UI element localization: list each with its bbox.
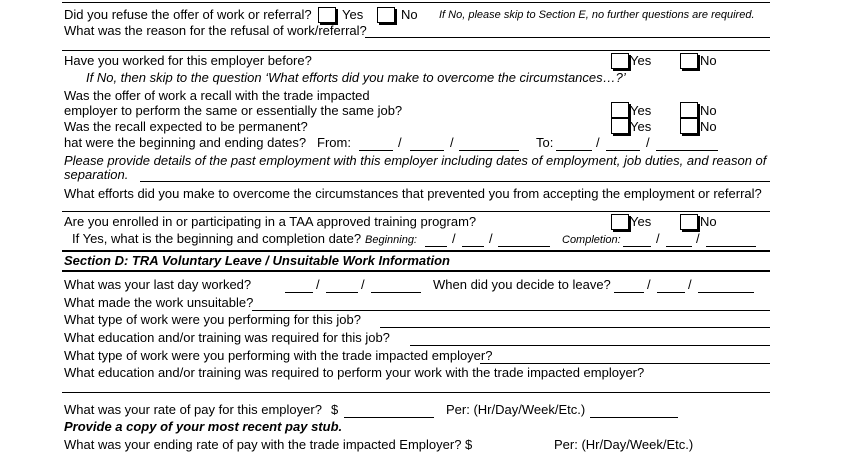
taa-no-label: No [700, 214, 717, 229]
worked-before-yes-checkbox[interactable] [611, 53, 629, 69]
taa-dates-question: If Yes, what is the beginning and completion date? [72, 231, 362, 246]
unsuitable-question: What made the work unsuitable? [64, 295, 254, 310]
slash: / [646, 135, 650, 150]
rate-dollar-sign: $ [331, 402, 339, 417]
taa-yes-label: Yes [630, 214, 652, 229]
reason-answer-line[interactable] [365, 37, 770, 38]
education-answer-line[interactable] [410, 345, 770, 346]
recall-question-line1: Was the offer of work a recall with the trade impacted [64, 88, 370, 103]
recall-no-label: No [700, 103, 717, 118]
to-day-field[interactable] [606, 150, 640, 151]
to-month-field[interactable] [556, 150, 592, 151]
worked-before-skip-note: If No, then skip to the question ‘What efforts did you make to overcome the circumstances…?’ [86, 70, 626, 85]
taa-end-year-field[interactable] [706, 246, 756, 247]
dates-from-label: From: [317, 135, 351, 150]
recall-yes-label: Yes [630, 103, 652, 118]
from-day-field[interactable] [410, 150, 444, 151]
refuse-skip-note: If No, please skip to Section E, no further questions are required. [439, 9, 755, 21]
work-type-answer-line[interactable] [380, 327, 770, 328]
from-month-field[interactable] [359, 150, 393, 151]
pay-stub-instruction: Provide a copy of your most recent pay stub. [64, 419, 343, 434]
rate-question: What was your rate of pay for this employer? [64, 402, 322, 417]
efforts-question: What efforts did you make to overcome the circumstances that prevented you from accepting the employment or referral? [64, 186, 762, 201]
taa-begin-day-field[interactable] [462, 246, 484, 247]
recall-no-checkbox[interactable] [680, 102, 698, 118]
taa-begin-year-field[interactable] [498, 246, 550, 247]
slash: / [656, 231, 660, 246]
slash: / [316, 277, 320, 292]
dates-question: hat were the beginning and ending dates? [64, 135, 307, 150]
rate-per-field[interactable] [590, 417, 678, 418]
last-day-month-field[interactable] [285, 292, 313, 293]
reason-answer-line-2[interactable] [62, 50, 770, 51]
refuse-no-checkbox[interactable] [377, 7, 395, 23]
taa-no-checkbox[interactable] [680, 214, 698, 230]
ending-rate-per-label: Per: (Hr/Day/Week/Etc.) [554, 437, 694, 452]
leave-month-field[interactable] [614, 292, 644, 293]
last-day-day-field[interactable] [326, 292, 358, 293]
taa-question: Are you enrolled in or participating in a TAA approved training program? [64, 214, 477, 229]
slash: / [452, 231, 456, 246]
unsuitable-answer-line[interactable] [252, 310, 770, 311]
worked-before-yes-label: Yes [630, 53, 652, 68]
permanent-question: Was the recall expected to be permanent? [64, 119, 308, 134]
rate-per-label: Per: (Hr/Day/Week/Etc.) [446, 402, 586, 417]
refuse-yes-checkbox[interactable] [318, 7, 336, 23]
reason-question: What was the reason for the refusal of work/referral? [64, 23, 367, 38]
details-instruction-line2: separation. [64, 167, 129, 182]
work-type-question: What type of work were you performing for this job? [64, 312, 361, 327]
ending-rate-question: What was your ending rate of pay with the trade impacted Employer? $ [64, 437, 473, 452]
education-trade-answer-line[interactable] [62, 392, 770, 393]
taa-end-month-field[interactable] [623, 246, 651, 247]
worked-before-question: Have you worked for this employer before? [64, 53, 312, 68]
taa-begin-month-field[interactable] [425, 246, 447, 247]
slash: / [596, 135, 600, 150]
to-year-field[interactable] [656, 150, 718, 151]
permanent-yes-label: Yes [630, 119, 652, 134]
recall-question-line2: employer to perform the same or essentially the same job? [64, 103, 403, 118]
work-type-trade-answer-line[interactable] [480, 363, 770, 364]
dates-to-label: To: [536, 135, 554, 150]
last-day-year-field[interactable] [371, 292, 421, 293]
leave-question: When did you decide to leave? [433, 277, 611, 292]
worked-before-no-label: No [700, 53, 717, 68]
taa-completion-label: Completion: [562, 234, 621, 246]
slash: / [696, 231, 700, 246]
recall-yes-checkbox[interactable] [611, 102, 629, 118]
education-question: What education and/or training was required for this job? [64, 330, 390, 345]
last-day-question: What was your last day worked? [64, 277, 252, 292]
taa-end-day-field[interactable] [666, 246, 692, 247]
refuse-yes-label: Yes [342, 7, 364, 22]
refuse-question: Did you refuse the offer of work or referral? [64, 7, 312, 22]
slash: / [361, 277, 365, 292]
education-trade-question: What education and/or training was required to perform your work with the trade impacted employer? [64, 365, 645, 380]
refuse-no-label: No [401, 7, 418, 22]
permanent-no-label: No [700, 119, 717, 134]
rate-amount-field[interactable] [344, 417, 434, 418]
leave-day-field[interactable] [657, 292, 685, 293]
details-answer-line[interactable] [140, 181, 770, 182]
details-instruction-line1: Please provide details of the past employment with this employer including dates of employment, job duties, and reason of [64, 153, 767, 168]
worked-before-no-checkbox[interactable] [680, 53, 698, 69]
top-rule [62, 2, 770, 3]
slash: / [398, 135, 402, 150]
slash: / [688, 277, 692, 292]
permanent-yes-checkbox[interactable] [611, 118, 629, 134]
efforts-answer-line[interactable] [62, 211, 770, 212]
section-d-heading: Section D: TRA Voluntary Leave / Unsuitable Work Information [64, 253, 450, 268]
slash: / [647, 277, 651, 292]
permanent-no-checkbox[interactable] [680, 118, 698, 134]
taa-beginning-label: Beginning: [365, 234, 417, 246]
slash: / [450, 135, 454, 150]
leave-year-field[interactable] [698, 292, 754, 293]
taa-yes-checkbox[interactable] [611, 214, 629, 230]
work-type-trade-question: What type of work were you performing with the trade impacted employer? [64, 348, 493, 363]
from-year-field[interactable] [459, 150, 519, 151]
slash: / [489, 231, 493, 246]
section-d-top-rule [62, 250, 770, 252]
section-d-bottom-rule [62, 270, 770, 272]
